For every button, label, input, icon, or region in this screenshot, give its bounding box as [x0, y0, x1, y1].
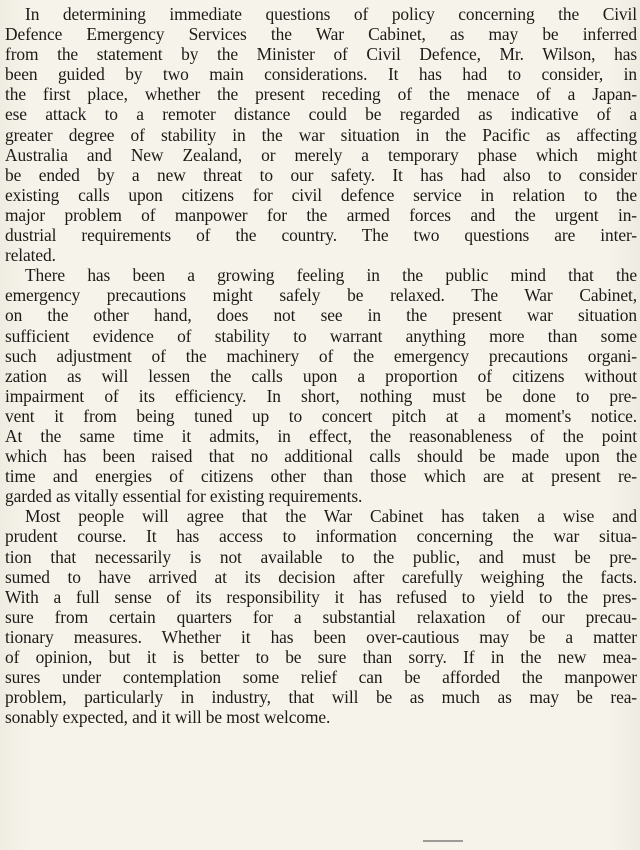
text-line: such adjustment of the machinery of the emergency precautions organi- [5, 345, 637, 366]
text-line: from the statement by the Minister of Civil Defence, Mr. Wilson, has [5, 44, 637, 65]
paragraph-2 [5, 265, 637, 506]
text-line: related. [5, 245, 56, 266]
text-line: greater degree of stability in the war situation in the Pacific as affecting [5, 124, 637, 145]
text-line: been guided by two main considerations. It has had to consider, in [5, 64, 637, 85]
text-line: time and energies of citizens other than those which are at present re- [5, 466, 637, 487]
text-line: Most people will agree that the War Cabinet has taken a wise and [25, 506, 637, 527]
text-line: sufficient evidence of stability to warrant anything more than some [5, 325, 637, 346]
text-line: Defence Emergency Services the War Cabinet, as may be inferred [5, 24, 637, 45]
text-line: major problem of manpower for the armed forces and the urgent in- [5, 204, 637, 225]
text-line: With a full sense of its responsibility it has refused to yield to the pres- [5, 586, 637, 607]
text-line: be ended by a new threat to our safety. It has had also to consider [5, 164, 637, 185]
text-line: In determining immediate questions of policy concerning the Civil [25, 4, 637, 24]
text-line: tion that necessarily is not available to the public, and must be pre- [5, 546, 637, 567]
text-line: sures under contemplation some relief can be afforded the manpower [5, 667, 637, 688]
text-line: garded as vitally essential for existing requirements. [5, 486, 363, 507]
text-line: which has been raised that no additional calls should be made upon the [5, 446, 637, 467]
text-line: zation as will lessen the calls upon a proportion of citizens without [5, 365, 637, 386]
text-line: impairment of its efficiency. In short, nothing must be done to pre- [5, 385, 637, 406]
text-line: emergency precautions might safely be relaxed. The War Cabinet, [5, 285, 637, 306]
text-line: of opinion, but it is better to be sure than sorry. If in the new mea- [5, 647, 637, 667]
text-line: vent it from being tuned up to concert pitch at a moment's notice. [5, 405, 637, 426]
text-line: ese attack to a remoter distance could be regarded as indicative of a [5, 104, 637, 125]
text-line: dustrial requirements of the country. The two questions are inter- [5, 225, 637, 246]
bottom-rule-divider [423, 840, 463, 842]
text-line: tionary measures. Whether it has been over-cautious may be a matter [5, 626, 637, 647]
text-line: sonably expected, and it will be most welcome. [5, 707, 331, 728]
text-line: At the same time it admits, in effect, the reasonableness of the point [5, 425, 637, 446]
text-line: the first place, whether the present receding of the menace of a Japan- [5, 84, 637, 105]
text-line: sumed to have arrived at its decision after carefully weighing the facts. [5, 566, 637, 587]
paragraph-1 [5, 4, 637, 265]
text-line: prudent course. It has access to information concerning the war situa- [5, 526, 637, 547]
article-body [5, 4, 637, 727]
text-line: sure from certain quarters for a substantial relaxation of our precau- [5, 606, 637, 627]
text-line: existing calls upon citizens for civil defence service in relation to the [5, 184, 637, 205]
text-line: on the other hand, does not see in the present war situation [5, 305, 637, 326]
text-line: problem, particularly in industry, that will be as much as may be rea- [5, 687, 637, 708]
text-line: Australia and New Zealand, or merely a temporary phase which might [5, 144, 637, 165]
text-line: There has been a growing feeling in the public mind that the [25, 265, 637, 286]
paragraph-3 [5, 506, 637, 727]
